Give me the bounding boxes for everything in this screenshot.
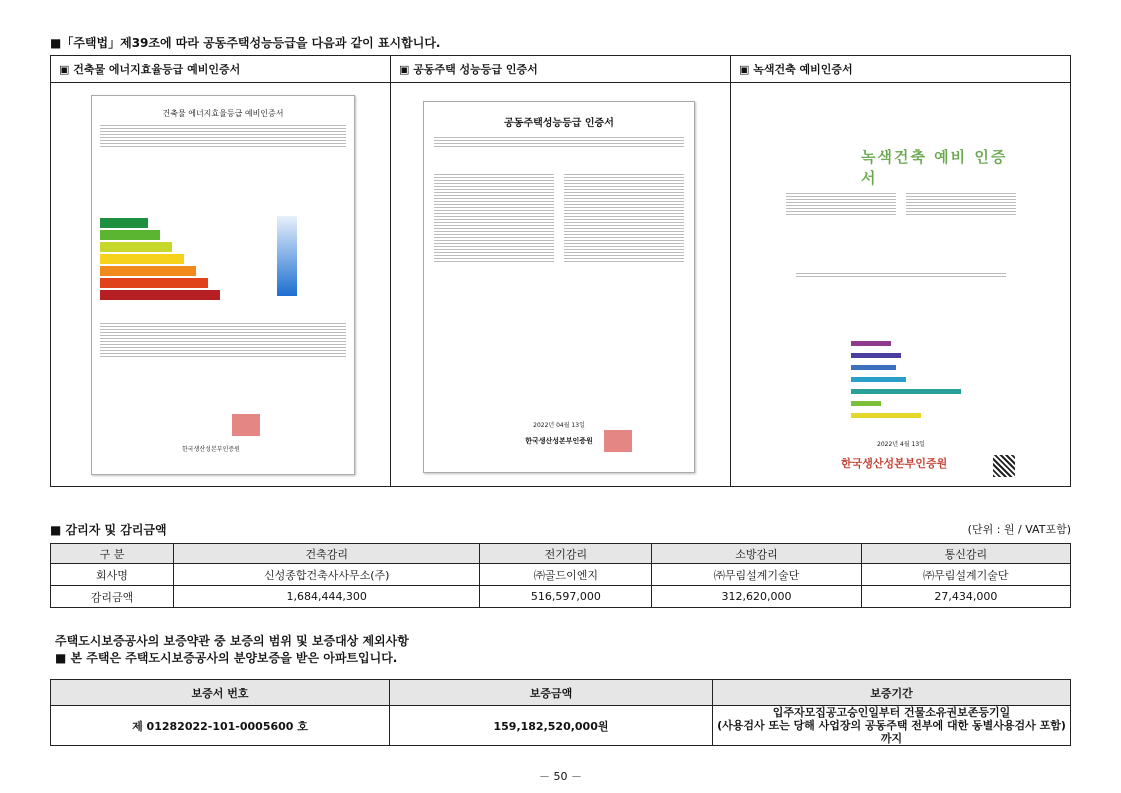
- guarantee-period: [713, 706, 1071, 746]
- cert-column-energy: [51, 56, 391, 486]
- energy-certificate-image: [91, 95, 355, 475]
- table-row: [51, 706, 1071, 746]
- guarantee-period-line2: (사용검사 또는 당해 사업장의 공동주택 전부에 대한 동별사용검사 포함)까지: [717, 719, 1066, 745]
- table-cell: ㈜무림설계기술단: [861, 564, 1070, 586]
- cert-label-housing: ▣ 공동주택 성능등급 인증서: [391, 56, 730, 83]
- energy-bar: [100, 266, 196, 276]
- table-cell: 신성종합건축사사무소(주): [174, 564, 480, 586]
- table-row: [51, 564, 1071, 586]
- cert-column-green: [731, 56, 1070, 486]
- table-header: 통신감리: [861, 544, 1070, 564]
- table-cell: ㈜골드이엔지: [480, 564, 652, 586]
- energy-bar: [100, 230, 160, 240]
- housing-cert-issuer: 한국생산성본부인증원: [525, 437, 593, 445]
- green-score-bar: [851, 341, 891, 346]
- energy-cert-title: 건축물 에너지효율등급 예비인증서: [162, 109, 284, 118]
- green-score-bar: [851, 377, 906, 382]
- page-number: － 50 －: [539, 770, 582, 783]
- energy-cert-issuer: 한국생산성본부인증원: [182, 446, 240, 453]
- table-cell: 회사명: [51, 564, 174, 586]
- energy-grade-bars: [100, 216, 220, 302]
- green-cert-title: 녹색건축 예비 인증서: [861, 148, 1008, 187]
- energy-bar: [100, 290, 220, 300]
- guarantee-number: 제 01282022-101-0005600 호: [51, 706, 390, 746]
- section-title-supervision: ■ 감리자 및 감리금액: [50, 523, 167, 537]
- table-cell: 27,434,000: [861, 586, 1070, 608]
- housing-certificate-image: [423, 101, 695, 473]
- table-header: 구 분: [51, 544, 174, 564]
- guarantee-subtitle: ■ 본 주택은 주택도시보증공사의 분양보증을 받은 아파트입니다.: [55, 651, 398, 665]
- co2-bar: [277, 216, 297, 296]
- seal-stamp: [232, 414, 260, 436]
- table-cell: 1,684,444,300: [174, 586, 480, 608]
- energy-bar: [100, 254, 184, 264]
- table-header: 보증금액: [390, 680, 713, 706]
- energy-bar: [100, 278, 208, 288]
- green-score-bar: [851, 413, 921, 418]
- table-header: 보증기간: [713, 680, 1071, 706]
- unit-note: (단위 : 원 / VAT포함): [967, 523, 1071, 536]
- certificate-panel: [50, 55, 1071, 487]
- guarantee-amount: 159,182,520,000원: [390, 706, 713, 746]
- cert-column-housing: [391, 56, 731, 486]
- housing-cert-title: 공동주택성능등급 인증서: [504, 118, 614, 129]
- table-header: 건축감리: [174, 544, 480, 564]
- green-score-bar: [851, 365, 896, 370]
- table-header: 소방감리: [652, 544, 861, 564]
- green-score-bar: [851, 401, 881, 406]
- energy-bar: [100, 242, 172, 252]
- table-row: [51, 586, 1071, 608]
- table-cell: 312,620,000: [652, 586, 861, 608]
- cert-label-green: ▣ 녹색건축 예비인증서: [731, 56, 1070, 83]
- energy-bar: [100, 218, 148, 228]
- green-score-bar: [851, 353, 901, 358]
- cert-label-energy: ▣ 건축물 에너지효율등급 예비인증서: [51, 56, 390, 83]
- guarantee-period-line1: 입주자모집공고승인일부터 건물소유권보존등기일: [772, 706, 1011, 719]
- table-cell: 감리금액: [51, 586, 174, 608]
- green-score-bar: [851, 389, 961, 394]
- seal-stamp: [604, 430, 632, 452]
- supervision-table: [50, 543, 1071, 608]
- table-header: 보증서 번호: [51, 680, 390, 706]
- green-cert-date: 2022년 4월 13일: [877, 441, 925, 448]
- table-cell: 516,597,000: [480, 586, 652, 608]
- section-title-performance: ■「주택법」제39조에 따라 공동주택성능등급을 다음과 같이 표시합니다.: [50, 36, 441, 50]
- table-cell: ㈜무림설계기술단: [652, 564, 861, 586]
- green-certificate-image: [781, 121, 1021, 451]
- qr-code-icon: [993, 455, 1015, 477]
- table-header: 전기감리: [480, 544, 652, 564]
- housing-cert-date: 2022년 04월 13일: [533, 422, 585, 429]
- guarantee-title: 주택도시보증공사의 보증약관 중 보증의 범위 및 보증대상 제외사항: [55, 634, 409, 648]
- guarantee-table: [50, 679, 1071, 746]
- kpc-issuer: 한국생산성본부인증원: [841, 457, 948, 470]
